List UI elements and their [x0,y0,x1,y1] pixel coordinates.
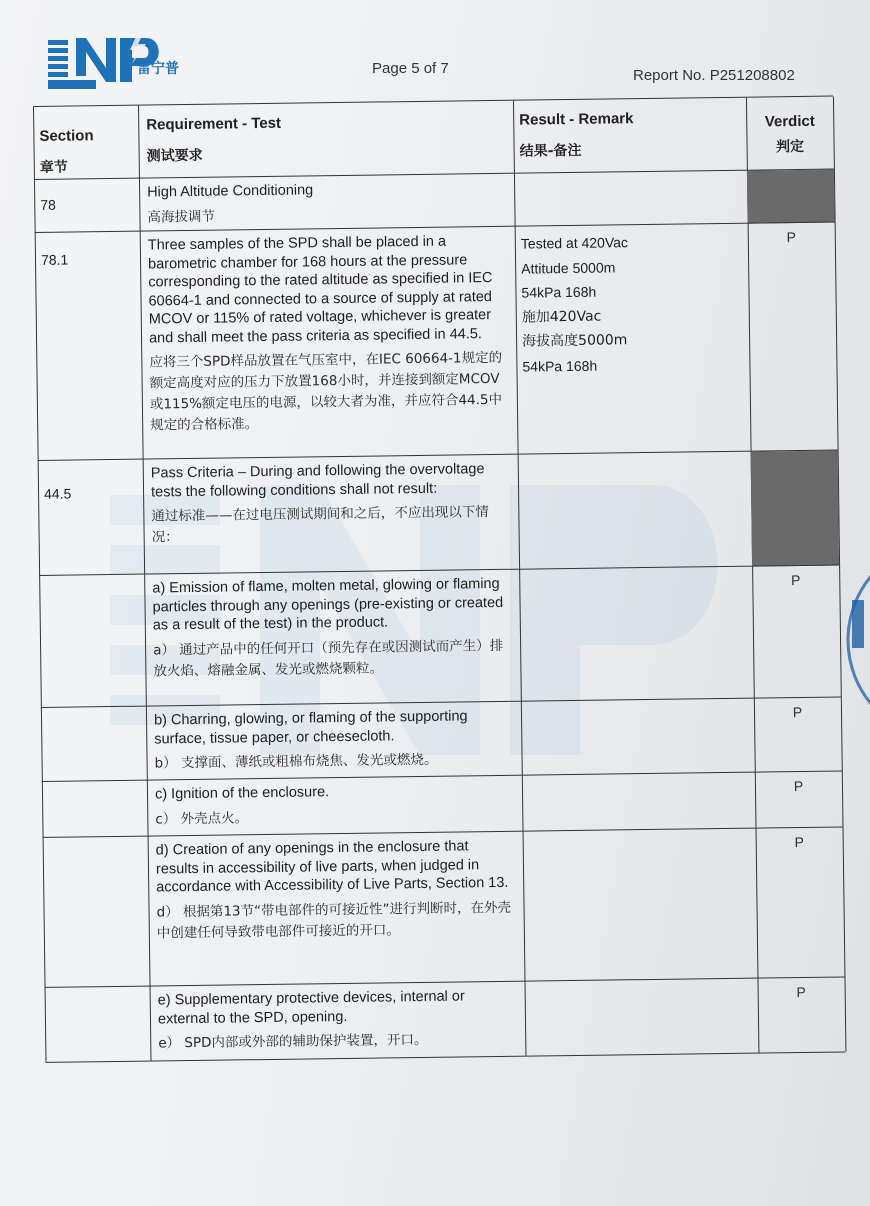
requirement-en: Pass Criteria – During and following the overvoltage tests the following conditions shall not result: [150,461,485,500]
requirement-en: d) Creation of any openings in the enclosure that results in accessibility of live parts, when judged in accordance with Accessibility of Live Parts, Section 13. [155,838,509,896]
shaded-verdict-cell [747,170,835,224]
table-row [43,826,845,987]
result-line: Attitude 5000m [521,258,616,277]
requirement-cn: 通过标准——在过电压测试期间和之后，不应出现以下情况： [151,504,489,546]
verdict-value: P [793,777,804,795]
result-line: 54kPa 168h [522,357,598,375]
verdict-value: P [796,983,806,1001]
header-verdict: Verdict 判定 [764,112,815,156]
header-result: Result - Remark 结果-备注 [519,110,634,160]
requirement-cn: a） 通过产品中的任何开口（预先存在或因测试而产生）排放火焰、熔融金属、发光或燃烧颗粒。 [153,637,504,679]
table-row [41,696,842,781]
requirement-cn: 应将三个SPD样品放置在气压室中，在IEC 60664-1规定的额定高度对应的压力下放置168小时，并连接到额定MCOV或115%额定电压的电源，以较大者为准，并应符合44.5中规定的合格标准。 [149,349,503,434]
section-number: 44.5 [43,485,72,502]
verdict-value: P [790,571,801,589]
requirement-cn: 高海拔调节 [147,208,216,226]
requirement-cn: c） 外壳点火。 [155,809,249,827]
verdict-value: P [786,229,797,246]
result-line: Tested at 420Vac [520,234,629,252]
requirement-en: b) Charring, glowing, or flaming of the supporting surface, tissue paper, or cheesecloth. [153,708,468,747]
requirement-en: c) Ignition of the enclosure. [154,784,330,803]
header-section: Section 章节 [39,127,94,176]
header-requirement: Requirement - Test 测试要求 [146,114,282,165]
requirement-en: High Altitude Conditioning [147,182,314,201]
requirement-en: Three samples of the SPD shall be placed in a barometric chamber for 168 hours at the pressure corresponding to the rated altitude as specified in IEC 60664-1 and connected to a source of supply at rated MCOV or 115% of rated voltage, whichever is greater and shall meet the pass criteria as specified in 44.5. [147,233,493,347]
requirement-cn: b） 支撑面、薄纸或粗棉布烧焦、发光或燃烧。 [154,751,438,772]
result-line: 施加420Vac [521,308,602,326]
table-row [39,564,841,707]
section-number: 78 [40,196,56,213]
result-line: 54kPa 168h [521,283,597,301]
requirement-en: a) Emission of flame, molten metal, glowing or flaming particles through any openings (pre-existing or created as a result of the test) in the product. [152,575,504,634]
test-results-table [33,96,848,1076]
logo-chinese-name: 雷宁普 [137,61,179,77]
requirement-cn: e） SPD内部或外部的辅助保护装置，开口。 [158,1031,428,1052]
table-row [45,976,846,1062]
table-row [35,222,838,461]
result-line: 海拔高度5000m [522,332,628,350]
report-number: Report No. P251208802 [633,67,795,84]
section-number: 78.1 [40,251,69,268]
result-remark [515,224,751,455]
table-header-row [33,96,834,180]
verdict-value: P [792,703,803,721]
page-number: Page 5 of 7 [372,60,449,77]
requirement-en: e) Supplementary protective devices, internal or external to the SPD, opening. [157,988,465,1027]
shaded-verdict-cell [751,450,839,566]
requirement-cn: d） 根据第13节“带电部件的可接近性”进行判断时，在外壳中创建任何导致带电部件可接近的开口。 [156,899,512,941]
verdict-value: P [794,833,804,851]
table-row [38,449,839,575]
